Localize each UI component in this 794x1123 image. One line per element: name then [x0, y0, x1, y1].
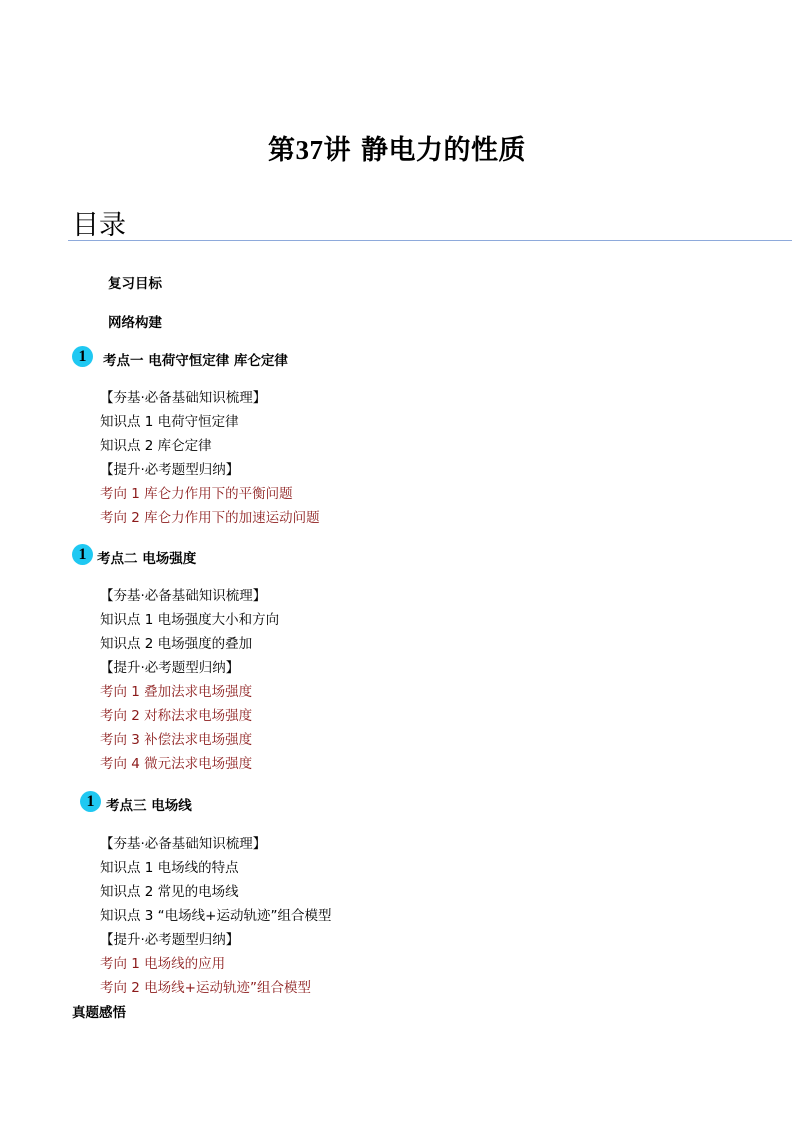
- section-1-heading[interactable]: 考点一 电荷守恒定律 库仑定律: [103, 353, 288, 369]
- section-number-badge-icon: 1: [80, 791, 101, 812]
- section-2-direction-1[interactable]: 考向 1 叠加法求电场强度: [100, 684, 253, 700]
- section-number-badge-icon: 1: [72, 544, 93, 565]
- section-2-direction-4[interactable]: 考向 4 微元法求电场强度: [100, 756, 253, 772]
- section-1-improve-label: 【提升·必考题型归纳】: [100, 462, 240, 478]
- section-2-knowledge-2[interactable]: 知识点 2 电场强度的叠加: [100, 636, 253, 652]
- section-3-knowledge-1[interactable]: 知识点 1 电场线的特点: [100, 860, 239, 876]
- section-3-direction-2[interactable]: 考向 2 电场线+运动轨迹”组合模型: [100, 980, 311, 996]
- section-3-foundation-label: 【夯基·必备基础知识梳理】: [100, 836, 267, 852]
- toc-item-network[interactable]: 网络构建: [108, 315, 162, 331]
- section-2-knowledge-1[interactable]: 知识点 1 电场强度大小和方向: [100, 612, 280, 628]
- section-2-improve-label: 【提升·必考题型归纳】: [100, 660, 240, 676]
- section-1-direction-1[interactable]: 考向 1 库仑力作用下的平衡问题: [100, 486, 293, 502]
- toc-divider: [68, 240, 792, 241]
- section-2-direction-3[interactable]: 考向 3 补偿法求电场强度: [100, 732, 253, 748]
- section-1-direction-2[interactable]: 考向 2 库仑力作用下的加速运动问题: [100, 510, 320, 526]
- section-2-heading[interactable]: 考点二 电场强度: [97, 551, 197, 567]
- toc-item-review-goals[interactable]: 复习目标: [108, 276, 162, 292]
- section-2-direction-2[interactable]: 考向 2 对称法求电场强度: [100, 708, 253, 724]
- toc-item-exam-summary[interactable]: 真题感悟: [72, 1005, 126, 1021]
- section-3-heading[interactable]: 考点三 电场线: [106, 798, 192, 814]
- section-3-improve-label: 【提升·必考题型归纳】: [100, 932, 240, 948]
- section-3-direction-1[interactable]: 考向 1 电场线的应用: [100, 956, 226, 972]
- section-1-foundation-label: 【夯基·必备基础知识梳理】: [100, 390, 267, 406]
- section-number-badge-icon: 1: [72, 346, 93, 367]
- toc-heading: 目录: [72, 210, 126, 241]
- section-3-knowledge-2[interactable]: 知识点 2 常见的电场线: [100, 884, 239, 900]
- section-3-knowledge-3[interactable]: 知识点 3 “电场线+运动轨迹”组合模型: [100, 908, 332, 924]
- section-2-foundation-label: 【夯基·必备基础知识梳理】: [100, 588, 267, 604]
- section-1-knowledge-2[interactable]: 知识点 2 库仑定律: [100, 438, 212, 454]
- page-title: 第37讲 静电力的性质: [268, 135, 526, 166]
- section-1-knowledge-1[interactable]: 知识点 1 电荷守恒定律: [100, 414, 239, 430]
